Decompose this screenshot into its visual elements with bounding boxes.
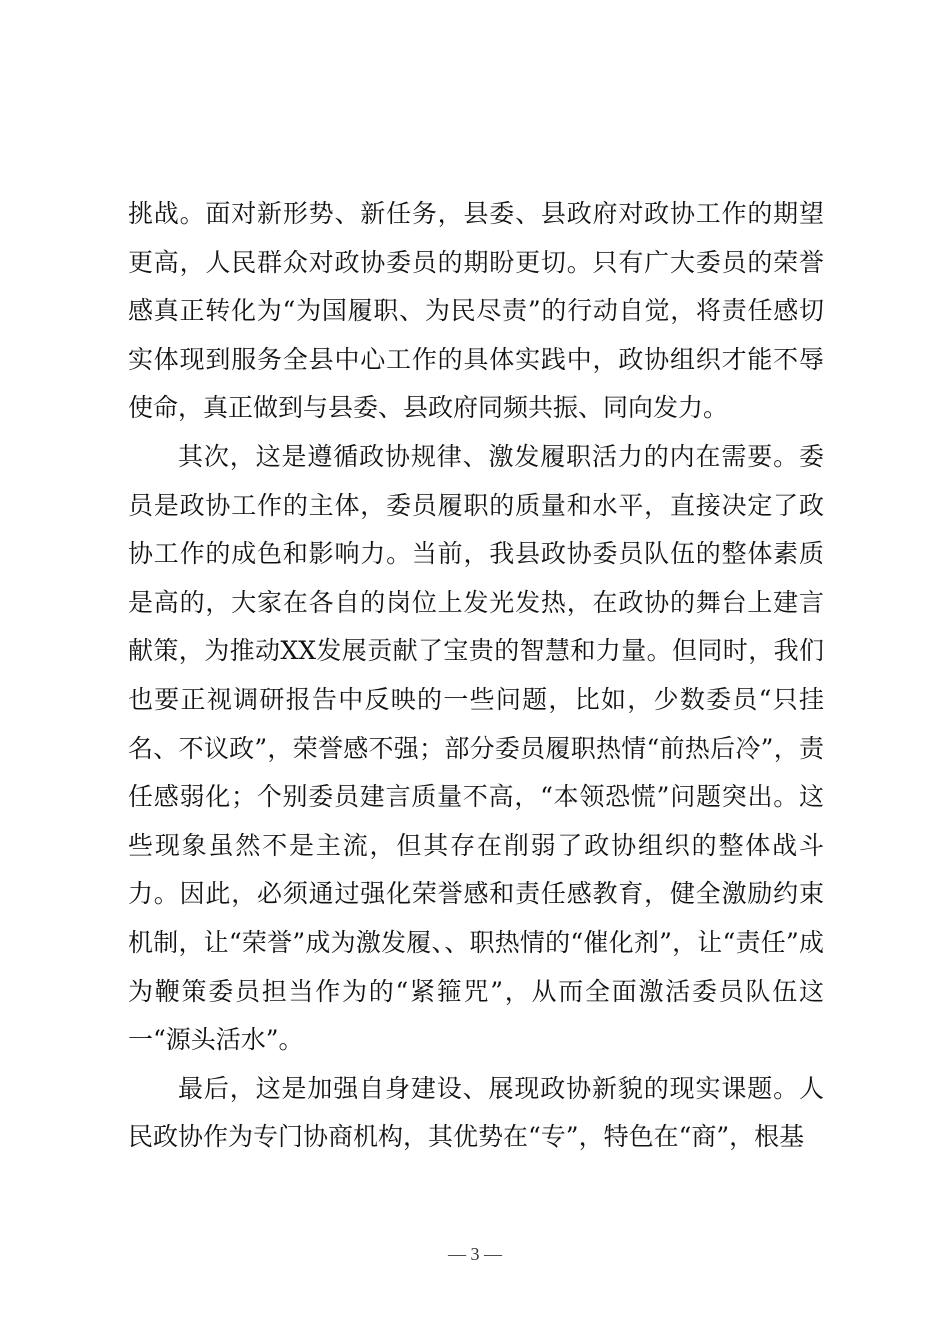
- paragraph-second-point: 其次，这是遵循政协规律、激发履职活力的内在需要。委员是政协工作的主体，委员履职的质量和水平，直接决定了政协工作的成色和影响力。当前，我县政协委员队伍的整体素质是高的，大家在各自的岗位上发光发热，在政协的舞台上建言献策，为推动XX发展贡献了宝贵的智慧和力量。但同时，我们也要正视调研报告中反映的一些问题，比如，少数委员“只挂名、不议政”，荣誉感不强；部分委员履职热情“前热后冷”，责任感弱化；个别委员建言质量不高，“本领恐慌”问题突出。这些现象虽然不是主流，但其存在削弱了政协组织的整体战斗力。因此，必须通过强化荣誉感和责任感教育，健全激励约束机制，让“荣誉”成为激发履、、职热情的“催化剂”，让“责任”成为鞭策委员担当作为的“紧箍咒”，从而全面激活委员队伍这一“源头活水”。: [128, 441, 824, 1055]
- document-body: [128, 190, 824, 1162]
- paragraph-continuation: 挑战。面对新形势、新任务，县委、县政府对政协工作的期望更高，人民群众对政协委员的期盼更切。只有广大委员的荣誉感真正转化为“为国履职、为民尽责”的行动自觉，将责任感切实体现到服务全县中心工作的具体实践中，政协组织才能不辱使命，真正做到与县委、县政府同频共振、同向发力。: [128, 199, 824, 423]
- paragraph-final-point: 最后，这是加强自身建设、展现政协新貌的现实课题。人民政协作为专门协商机构，其优势在“专”，特色在“商”，根基: [128, 1073, 824, 1152]
- page-number: — 3 —: [448, 1244, 502, 1264]
